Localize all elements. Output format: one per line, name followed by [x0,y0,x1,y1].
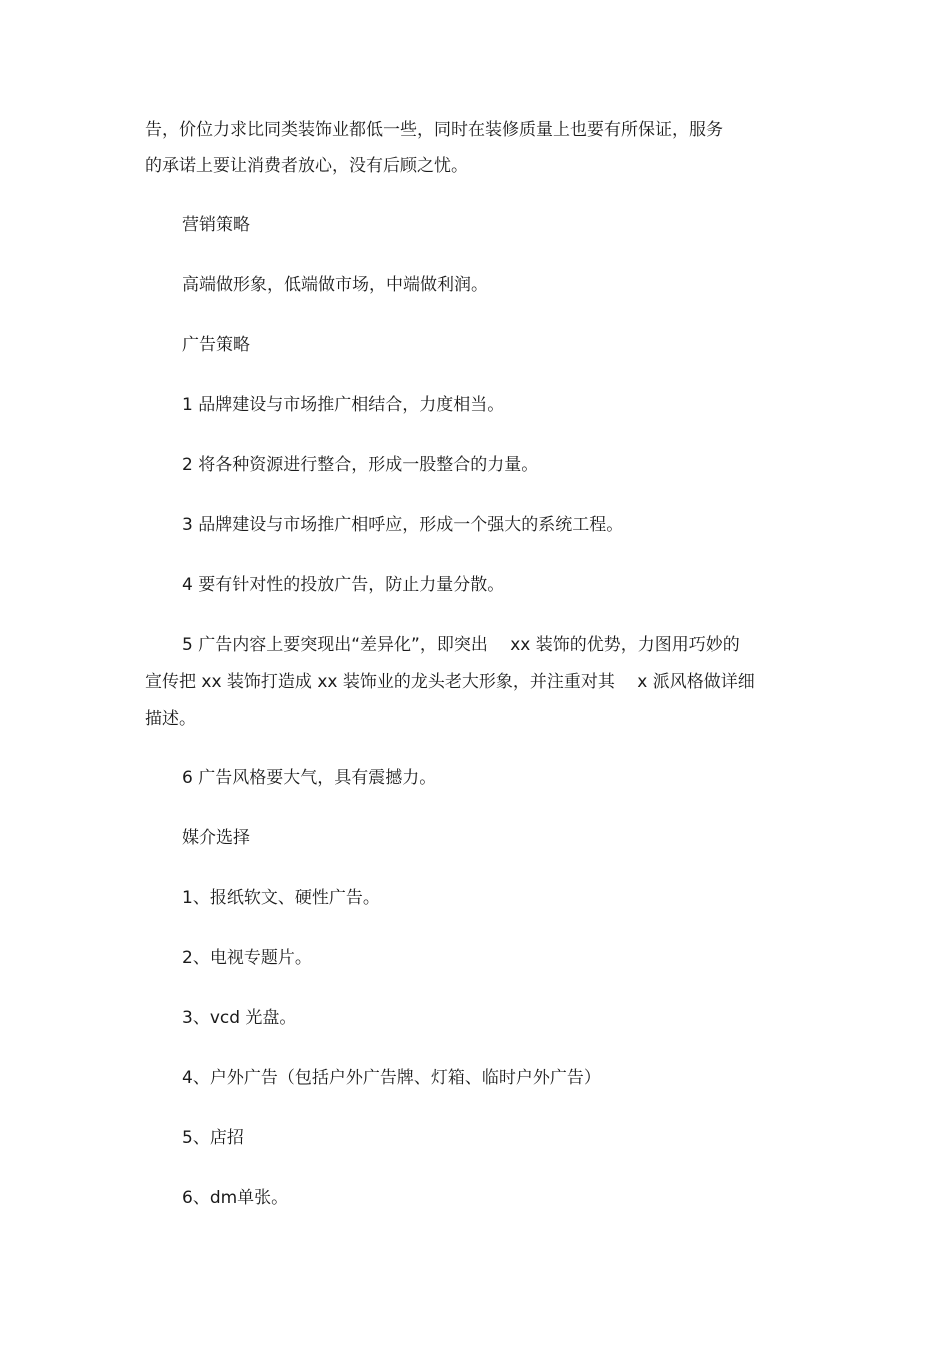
intro-line-1: 告，价位力求比同类装饰业都低一些，同时在装修质量上也要有所保证，服务 [145,120,723,140]
advertising-heading: 广告策略 [182,335,250,355]
advertising-item-5-line-2: 宣传把 xx 装饰打造成 xx 装饰业的龙头老大形象，并注重对其 x 派风格做详细 [145,672,755,692]
advertising-item-6: 6 广告风格要大气，具有震撼力。 [182,768,437,788]
marketing-heading: 营销策略 [182,215,250,235]
media-item-1: 1、报纸软文、硬性广告。 [182,888,380,908]
advertising-item-5-line-1: 5 广告内容上要突现出“差异化”，即突出 xx 装饰的优势，力图用巧妙的 [182,635,740,655]
advertising-item-3: 3 品牌建设与市场推广相呼应，形成一个强大的系统工程。 [182,515,624,535]
advertising-item-4: 4 要有针对性的投放广告，防止力量分散。 [182,575,505,595]
media-item-6: 6、dm单张。 [182,1188,289,1208]
media-heading: 媒介选择 [182,828,250,848]
media-item-5: 5、店招 [182,1128,244,1148]
media-item-3: 3、vcd 光盘。 [182,1008,297,1028]
advertising-item-5-line-3: 描述。 [145,709,196,729]
advertising-item-2: 2 将各种资源进行整合，形成一股整合的力量。 [182,455,539,475]
intro-line-2: 的承诺上要让消费者放心，没有后顾之忧。 [145,156,468,176]
media-item-4: 4、户外广告（包括户外广告牌、灯箱、临时户外广告） [182,1068,601,1088]
media-item-2: 2、电视专题片。 [182,948,312,968]
advertising-item-1: 1 品牌建设与市场推广相结合，力度相当。 [182,395,505,415]
marketing-text: 高端做形象，低端做市场，中端做利润。 [182,275,488,295]
